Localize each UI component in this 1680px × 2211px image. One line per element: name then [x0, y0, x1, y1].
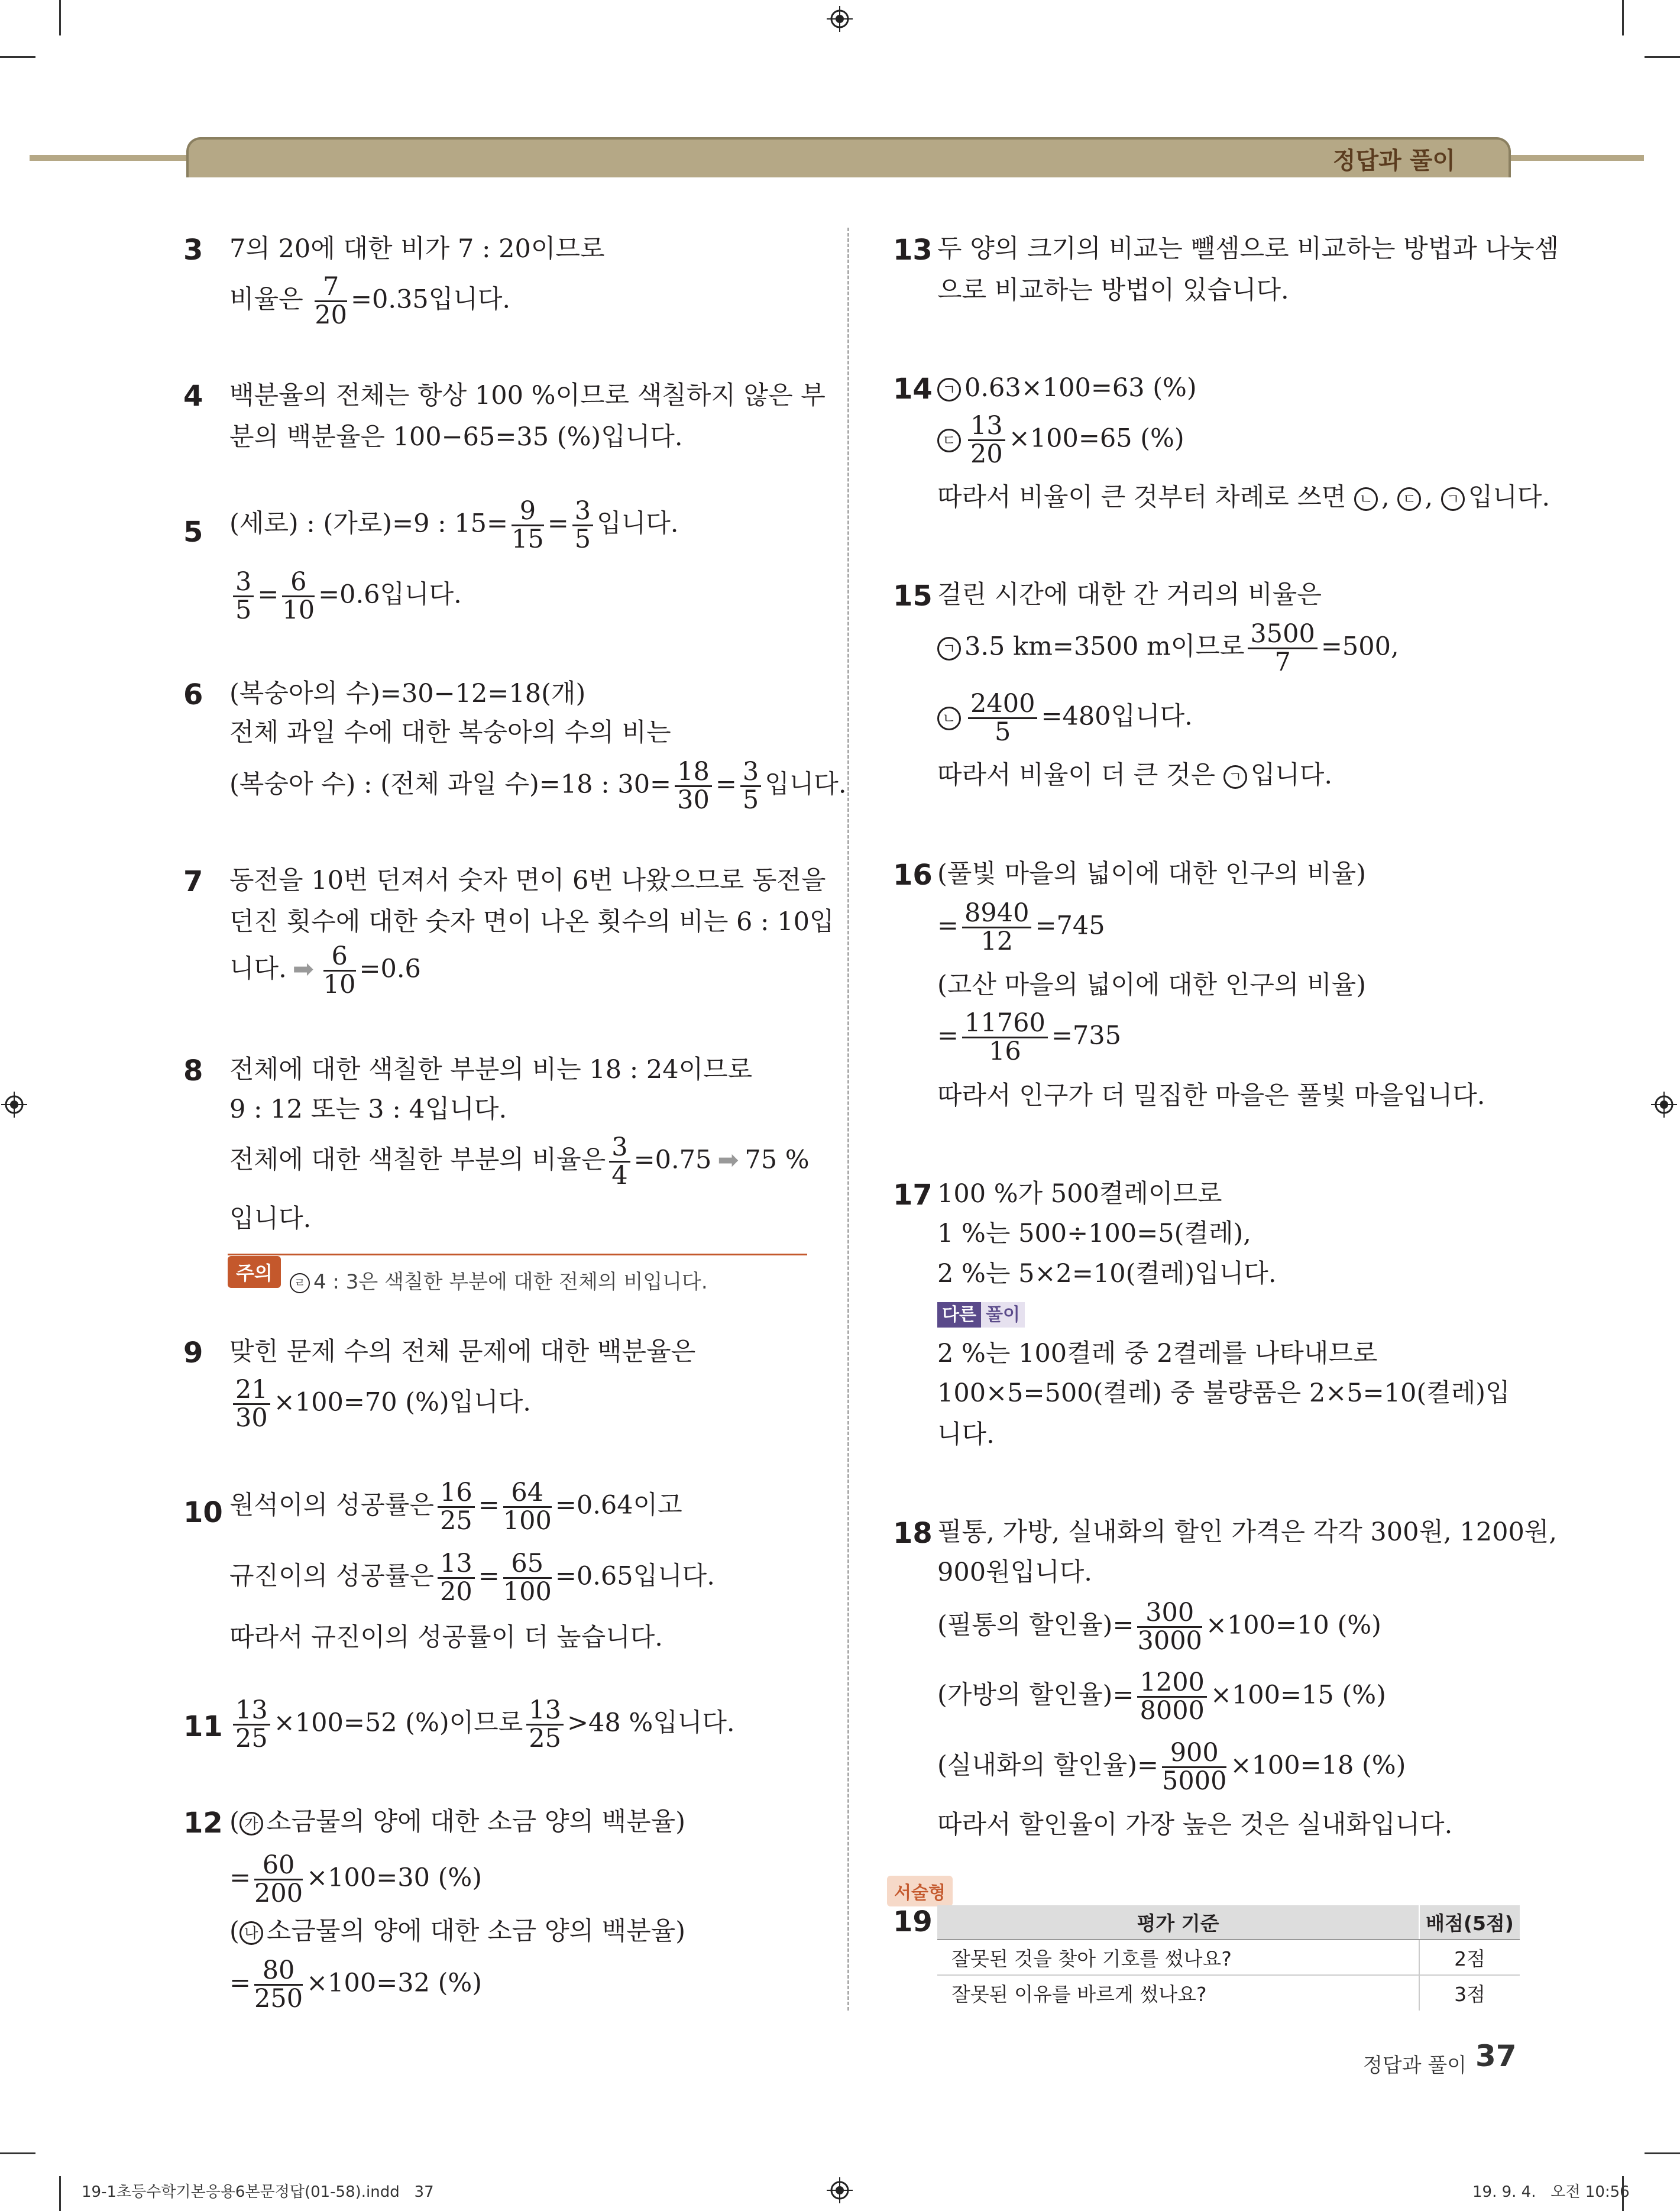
answer-line: 백분율의 전체는 항상 100 %이므로 색칠하지 않은 부 — [229, 381, 826, 410]
problem-number: 13 — [893, 234, 933, 267]
answer-line: (필통의 할인율)= $\frac{300}{3000}$ ×100=10 (%) — [937, 1598, 1381, 1656]
answer-line: (가방의 할인율)= $\frac{1200}{8000}$ ×100=15 (%) — [937, 1668, 1386, 1726]
problem-number: 4 — [183, 380, 203, 413]
answer-line: = $\frac{8940}{12}$ =745 — [937, 898, 1105, 957]
fraction: $\frac{8940}{12}$ — [962, 900, 1031, 955]
answer-line: = $\frac{60}{200}$ ×100=30 (%) — [229, 1850, 483, 1909]
answer-line: 따라서 비율이 더 큰 것은 ㄱ 입니다. — [937, 760, 1333, 790]
arrow-right-icon: ➡ — [717, 1145, 739, 1175]
fraction: $\frac{3}{5}$ — [233, 569, 254, 624]
problem-number: 14 — [893, 373, 933, 406]
column-divider — [847, 228, 849, 2011]
circled-letter-icon: ㄱ — [937, 637, 961, 661]
fraction: $\frac{21}{30}$ — [233, 1377, 270, 1432]
crop-mark — [59, 2176, 61, 2211]
problem-number: 16 — [893, 859, 933, 892]
answer-text: =0.35입니다. — [351, 284, 511, 315]
fraction: $\frac{3}{5}$ — [740, 759, 761, 814]
problem-number: 18 — [893, 1517, 933, 1550]
crop-mark — [0, 56, 35, 58]
fraction: $\frac{300}{3000}$ — [1137, 1598, 1202, 1656]
problem-number: 10 — [183, 1496, 223, 1529]
circled-letter-icon: ㄱ — [1441, 487, 1465, 511]
fraction: $\frac{60}{200}$ — [254, 1850, 303, 1909]
problem-number: 19 — [893, 1905, 933, 1938]
caution-text: ㄹ 4 : 3은 색칠한 부분에 대한 전체의 비입니다. — [290, 1265, 708, 1294]
problem-number: 7 — [183, 865, 203, 898]
crop-mark — [1622, 0, 1624, 35]
crop-mark — [0, 2152, 35, 2154]
fraction: $\frac{13}{25}$ — [233, 1697, 270, 1752]
page-footer-label: 정답과 풀이 — [1363, 2054, 1467, 2077]
answer-line: 던진 횟수에 대한 숫자 면이 나온 횟수의 비는 6 : 10입 — [229, 907, 834, 937]
fraction: $\frac{11760}{16}$ — [962, 1010, 1048, 1065]
table-header-row — [937, 1905, 1520, 1940]
answer-line: 동전을 10번 던져서 숫자 면이 6번 나왔으므로 동전을 — [229, 866, 826, 895]
answer-line: 1 %는 500÷100=5(켤레), — [937, 1219, 1251, 1248]
problem-number: 3 — [183, 234, 203, 267]
fraction: $\frac{13}{20}$ — [438, 1550, 475, 1605]
crop-mark — [1645, 2152, 1680, 2154]
answer-line: (실내화의 할인율)= $\frac{900}{5000}$ ×100=18 (%) — [937, 1738, 1406, 1796]
registration-mark-icon — [1, 1092, 27, 1118]
answer-line: (고산 마을의 넓이에 대한 인구의 비율) — [937, 970, 1366, 1000]
circled-letter-icon: ㄷ — [1397, 487, 1421, 511]
note-rule — [228, 1254, 807, 1255]
answer-line: 맞힌 문제 수의 전체 문제에 대한 백분율은 — [229, 1337, 696, 1367]
circled-letter-icon: ㄷ — [937, 429, 961, 452]
fraction: $\frac{64}{100}$ — [503, 1478, 552, 1536]
answer-line: 따라서 규진이의 성공률이 더 높습니다. — [229, 1623, 663, 1652]
answer-line: = $\frac{11760}{16}$ =735 — [937, 1008, 1121, 1067]
answer-line: ㄴ $\frac{2400}{5}$ =480입니다. — [937, 691, 1193, 746]
fraction: $\frac{3}{4}$ — [609, 1134, 630, 1189]
fraction: $\frac{65}{100}$ — [503, 1549, 552, 1607]
fraction: $\frac{18}{30}$ — [675, 759, 712, 814]
fraction: $\frac{13}{25}$ — [526, 1697, 564, 1752]
answer-line: 규진이의 성공률은 $\frac{13}{20}$ = $\frac{65}{100}$ =0.65입니다. — [229, 1549, 715, 1607]
circled-letter-icon: ㄱ — [937, 378, 961, 402]
answer-text: 비율은 — [229, 284, 303, 315]
problem-number: 9 — [183, 1336, 203, 1370]
answer-line: 입니다. — [229, 1204, 312, 1234]
registration-mark-icon — [827, 6, 853, 32]
answer-line: 따라서 비율이 큰 것부터 차례로 쓰면 ㄴ , ㄷ , ㄱ 입니다. — [937, 483, 1550, 512]
circled-letter-icon: ㄴ — [1354, 487, 1378, 511]
essay-badge: 서술형 — [887, 1876, 953, 1906]
answer-line: 원석이의 성공률은 $\frac{16}{25}$ = $\frac{64}{100}$ =0.64이고 — [229, 1478, 682, 1536]
answer-line: 2 %는 5×2=10(켤레)입니다. — [937, 1259, 1277, 1289]
answer-line: (풀빛 마을의 넓이에 대한 인구의 비율) — [937, 859, 1366, 889]
registration-mark-icon — [827, 2177, 853, 2203]
problem-number: 6 — [183, 678, 203, 711]
answer-line: ㄷ $\frac{13}{20}$ ×100=65 (%) — [937, 413, 1184, 468]
circled-letter-icon: 가 — [239, 1812, 263, 1836]
fraction: $\frac{6}{10}$ — [282, 567, 315, 626]
answer-line: (세로) : (가로)=9 : 15= $\frac{9}{15}$ = $\frac{3}{5}$ 입니다. — [229, 496, 679, 555]
fraction: $\frac{7}{20}$ — [315, 272, 348, 331]
arrow-right-icon: ➡ — [292, 954, 314, 984]
answer-line: 으로 비교하는 방법이 있습니다. — [937, 276, 1289, 305]
fraction: $\frac{3}{5}$ — [572, 498, 593, 553]
points-header: 배점(5점) — [1419, 1905, 1520, 1940]
answer-line: 니다. ➡ $\frac{6}{10}$ =0.6 — [229, 941, 421, 1000]
fraction: $\frac{9}{15}$ — [512, 496, 544, 555]
answer-line: $\frac{13}{25}$ ×100=52 (%)이므로 $\frac{13}{25}$ >48 %입니다. — [229, 1697, 735, 1752]
crop-mark — [59, 0, 61, 35]
fraction: $\frac{3500}{7}$ — [1248, 621, 1317, 676]
answer-line: 7의 20에 대한 비가 7 : 20이므로 — [229, 234, 605, 264]
answer-line: (복숭아의 수)=30−12=18(개) — [229, 679, 586, 708]
problem-number: 12 — [183, 1807, 223, 1840]
table-row — [937, 1940, 1520, 1975]
fraction: $\frac{2400}{5}$ — [968, 691, 1037, 746]
circled-letter-icon: ㄱ — [1223, 765, 1247, 789]
problem-number: 8 — [183, 1054, 203, 1087]
answer-line: ( 가 소금물의 양에 대한 소금 양의 백분율) — [229, 1807, 685, 1837]
circled-letter-icon: ㄴ — [937, 707, 961, 730]
answer-line: 2 %는 100켤레 중 2켤레를 나타내므로 — [937, 1339, 1378, 1368]
crop-mark — [1645, 56, 1680, 58]
answer-line: ㄱ 0.63×100=63 (%) — [937, 375, 1197, 402]
answer-line: 9 : 12 또는 3 : 4입니다. — [229, 1095, 507, 1124]
criteria-cell: 잘못된 이유를 바르게 썼나요? — [937, 1975, 1419, 2011]
answer-line: 따라서 인구가 더 밀집한 마을은 풀빛 마을입니다. — [937, 1081, 1485, 1111]
print-date: 19. 9. 4. 오전 10:56 — [1472, 2183, 1630, 2201]
answer-line: 필통, 가방, 실내화의 할인 가격은 각각 300원, 1200원, — [937, 1517, 1558, 1547]
problem-number: 5 — [183, 516, 203, 549]
points-cell: 3점 — [1419, 1975, 1520, 2011]
alternate-solution-badge: 다른 풀이 — [937, 1300, 1025, 1326]
header-title: 정답과 풀이 — [1332, 147, 1455, 174]
circled-letter-icon: ㄹ — [290, 1273, 310, 1293]
answer-line: ( 나 소금물의 양에 대한 소금 양의 백분율) — [229, 1917, 685, 1946]
answer-line: 니다. — [937, 1420, 995, 1449]
answer-line: 900원입니다. — [937, 1558, 1092, 1587]
fraction: $\frac{900}{5000}$ — [1162, 1738, 1227, 1796]
table-row — [937, 1975, 1520, 2011]
answer-line: 분의 백분율은 100−65=35 (%)입니다. — [229, 422, 683, 452]
problem-number: 15 — [893, 580, 933, 613]
problem-number: 17 — [893, 1179, 933, 1212]
answer-line: (복숭아 수) : (전체 과일 수)=18 : 30= $\frac{18}{30}$ = $\frac{3}{5}$ 입니다. — [229, 757, 847, 815]
fraction: $\frac{6}{10}$ — [323, 941, 356, 1000]
problem-number: 11 — [183, 1710, 223, 1743]
answer-line: $\frac{3}{5}$ = $\frac{6}{10}$ =0.6입니다. — [229, 569, 462, 624]
answer-line: 전체 과일 수에 대한 복숭아의 수의 비는 — [229, 718, 671, 747]
header-banner — [186, 137, 1511, 177]
answer-line — [229, 274, 510, 329]
fraction: $\frac{13}{20}$ — [968, 413, 1005, 468]
circled-letter-icon: 나 — [239, 1921, 263, 1945]
answer-line: 따라서 할인율이 가장 높은 것은 실내화입니다. — [937, 1810, 1453, 1840]
criteria-cell: 잘못된 것을 찾아 기호를 썼나요? — [937, 1940, 1419, 1975]
answer-line: 두 양의 크기의 비교는 뺄셈으로 비교하는 방법과 나눗셈 — [937, 234, 1559, 264]
answer-line: = $\frac{80}{250}$ ×100=32 (%) — [229, 1956, 483, 2014]
answer-line: 전체에 대한 색칠한 부분의 비율은 $\frac{3}{4}$ =0.75 ➡ 75 % — [229, 1132, 810, 1191]
scoring-table — [937, 1905, 1520, 2011]
answer-line: 걸린 시간에 대한 간 거리의 비율은 — [937, 580, 1322, 610]
answer-line: 100 %가 500켤레이므로 — [937, 1179, 1222, 1209]
points-cell: 2점 — [1419, 1940, 1520, 1975]
fraction: $\frac{80}{250}$ — [254, 1956, 303, 2014]
caution-badge: 주의 — [228, 1256, 281, 1288]
answer-line: ㄱ 3.5 km=3500 m이므로 $\frac{3500}{7}$ =500, — [937, 621, 1399, 676]
file-info: 19-1초등수학기본응용6본문정답(01-58).indd 37 — [82, 2183, 434, 2201]
fraction: $\frac{16}{25}$ — [438, 1480, 475, 1535]
answer-line: 100×5=500(켤레) 중 불량품은 2×5=10(켤레)입 — [937, 1378, 1510, 1408]
answer-line: $\frac{21}{30}$ ×100=70 (%)입니다. — [229, 1377, 531, 1432]
criteria-header: 평가 기준 — [937, 1905, 1419, 1940]
fraction: $\frac{1200}{8000}$ — [1137, 1669, 1206, 1724]
registration-mark-icon — [1651, 1092, 1677, 1118]
answer-line: 전체에 대한 색칠한 부분의 비는 18 : 24이므로 — [229, 1055, 753, 1085]
page-number: 37 — [1475, 2039, 1517, 2073]
